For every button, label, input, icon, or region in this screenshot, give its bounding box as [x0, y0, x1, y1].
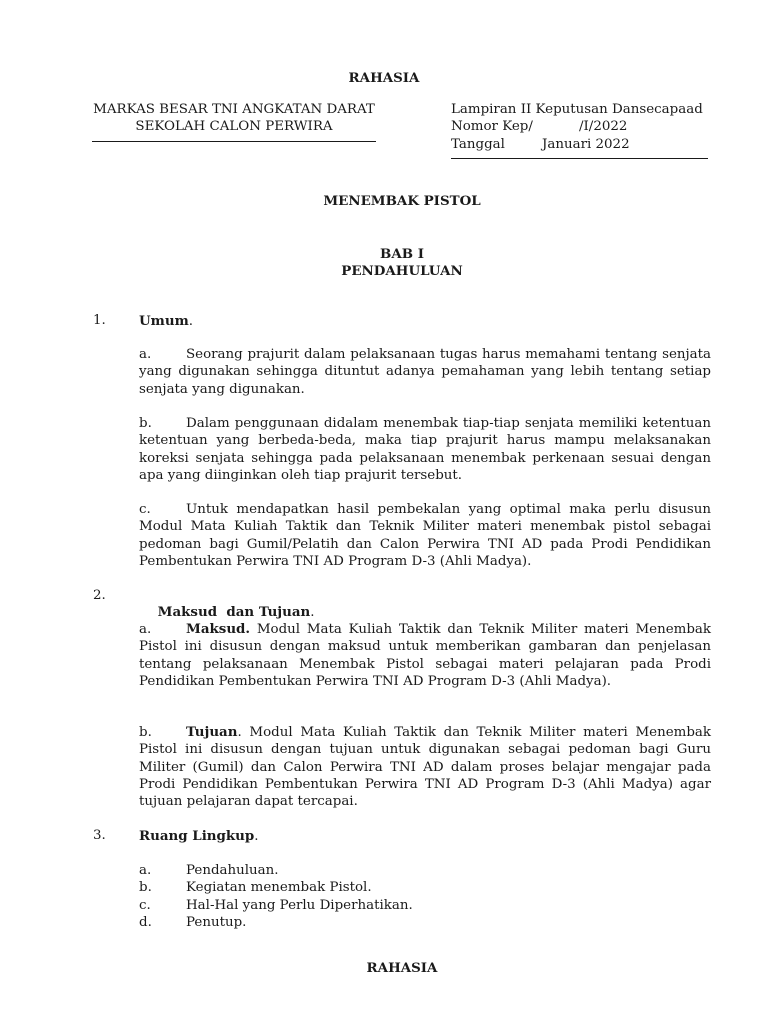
institution-line-2: SEKOLAH CALON PERWIRA: [135, 119, 333, 135]
section-heading: [139, 313, 193, 329]
date-value: Januari 2022: [542, 136, 630, 152]
item-label: b.: [139, 725, 152, 740]
paragraph-1a: [139, 346, 711, 398]
list-item-label: d.: [139, 914, 152, 930]
section-heading: [139, 828, 259, 844]
item-lead: Maksud.: [186, 621, 251, 637]
header-right-rule: [451, 158, 708, 159]
section-heading-text: Maksud dan Tujuan: [157, 604, 311, 620]
list-item-label: c.: [139, 897, 151, 913]
classification-text: RAHASIA: [366, 960, 438, 976]
list-item-text: Kegiatan menembak Pistol.: [186, 880, 372, 896]
list-item-text: Hal-Hal yang Perlu Diperhatikan.: [186, 897, 413, 913]
attachment-number: [451, 118, 713, 135]
chapter-heading: [0, 246, 768, 281]
list-item-label: b.: [139, 880, 152, 896]
item-lead: Tujuan: [186, 724, 238, 740]
scope-list: [139, 862, 413, 931]
section-number: 3.: [93, 828, 106, 843]
item-label: c.: [139, 502, 151, 517]
header-left-rule: [92, 141, 376, 142]
list-item: [139, 897, 413, 914]
paragraph-2b: [139, 724, 711, 810]
item-text: Modul Mata Kuliah Taktik dan Teknik Militer materi Menembak Pistol ini disusun dengan maksud untuk memberikan gambaran dan penjelasan tentang pelaksanaan Menembak Pistol sebagai materi pelajaran pada Prodi Pendidikan Pembentukan Perwira TNI AD Program D-3 (Ahli Madya).: [139, 622, 711, 689]
item-text: Dalam penggunaan didalam menembak tiap-tiap senjata memiliki ketentuan ketentuan yang berbeda-beda, maka tiap prajurit harus mampu melaksanakan koreksi senjata sehingga pada pelaksanaan menembak perkenaan sesuai dengan apa yang diinginkan oleh tiap prajurit tersebut.: [139, 416, 711, 483]
institution-line-1: MARKAS BESAR TNI ANGKATAN DARAT: [93, 102, 375, 117]
chapter-number: BAB I: [380, 246, 424, 262]
paragraph-1b: [139, 415, 711, 484]
classification-mark-top: [0, 70, 768, 86]
item-label: a.: [139, 347, 152, 362]
section-heading-text: Umum: [139, 313, 189, 329]
list-item: [139, 914, 413, 931]
item-label: b.: [139, 416, 152, 431]
classification-text: RAHASIA: [348, 70, 420, 86]
item-text: Seorang prajurit dalam pelaksanaan tugas harus memahami tentang senjata yang digunakan sehingga dituntut adanya pemahaman yang lebih tentang setiap senjata yang digunakan.: [139, 347, 711, 397]
list-item-text: Pendahuluan.: [186, 863, 279, 878]
item-text: . Modul Mata Kuliah Taktik dan Teknik Militer materi Menembak Pistol ini disusun dengan tujuan untuk digunakan sebagai pedoman bagi Guru Militer (Gumil) dan Calon Perwira TNI AD dalam proses belajar mengajar pada Prodi Pendidikan Pembentukan Perwira TNI AD Program D-3 (Ahli Madya) agar tujuan pelajaran dapat tercapai.: [139, 725, 711, 810]
attachment-title: Lampiran II Keputusan Dansecapaad: [451, 102, 703, 117]
paragraph-2a: [139, 621, 711, 690]
item-label: a.: [139, 622, 152, 637]
classification-mark-bottom: [0, 960, 768, 976]
list-item-label: a.: [139, 863, 152, 878]
section-number: 2.: [93, 588, 106, 603]
heading-suffix: .: [188, 314, 194, 329]
chapter-title: PENDAHULUAN: [341, 263, 463, 280]
section-heading-text: Ruang Lingkup: [139, 828, 255, 844]
heading-suffix: .: [310, 605, 315, 620]
list-item: [139, 879, 413, 896]
date-label: Tanggal: [451, 136, 505, 152]
item-text: Untuk mendapatkan hasil pembekalan yang optimal maka perlu disusun Modul Mata Kuliah Taktik dan Teknik Militer materi menembak pistol sebagai pedoman bagi Gumil/Pelatih dan Calon Perwira TNI AD pada Prodi Pendidikan Pembentukan Perwira TNI AD Program D-3 (Ahli Madya).: [139, 502, 711, 569]
heading-suffix: .: [254, 829, 259, 844]
header-attachment: [451, 101, 713, 153]
paragraph-1c: [139, 501, 711, 570]
section-number: 1.: [93, 313, 106, 328]
header-institution: [92, 101, 376, 136]
number-label: Nomor Kep/: [451, 119, 533, 135]
attachment-date: [451, 136, 713, 153]
document-title: MENEMBAK PISTOL: [323, 193, 481, 209]
list-item-text: Penutup.: [186, 914, 247, 930]
number-value: /I/2022: [579, 119, 628, 135]
list-item: [139, 862, 413, 879]
